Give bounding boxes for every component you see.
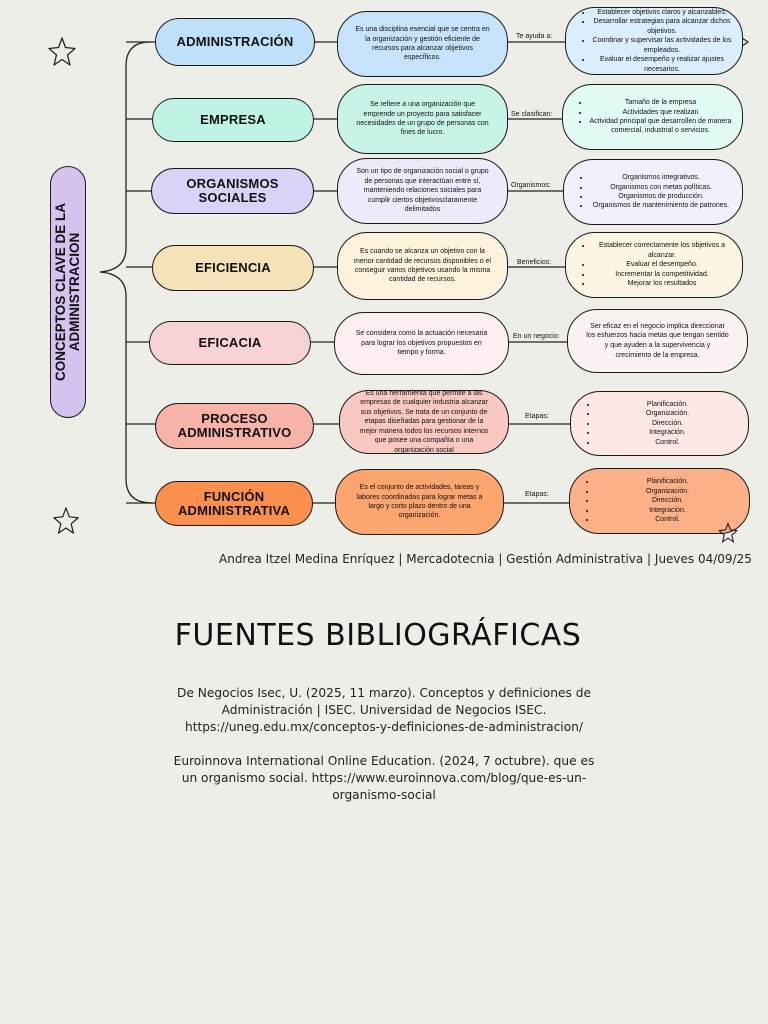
concept-title: ORGANISMOS SOCIALES	[151, 168, 314, 214]
list-item: • Planificación.	[597, 400, 738, 409]
detail-list	[565, 232, 743, 298]
list-item: • Organismos de mantenimiento de patrones.	[590, 201, 732, 210]
list-item: • Tamaño de la empresa	[589, 98, 732, 107]
connector-label: Te ayuda a:	[516, 33, 553, 40]
concept-title: PROCESO ADMINISTRATIVO	[155, 403, 314, 449]
list-item: • Organización.	[596, 487, 739, 496]
list-item: • Dirección.	[597, 419, 738, 428]
bullet-list	[568, 173, 732, 211]
detail-text: Ser eficaz en el negocio implica direccionar los esfuerzos hacia metas que tengan sentido y que ayuden a la supervivencia y crecimiento de la empresa.	[567, 309, 748, 373]
list-item: • Desarrollar estrategias para alcanzar dichos objetivos.	[592, 17, 732, 36]
detail-list	[563, 159, 743, 225]
concept-definition: Son un tipo de organización social o grupo de personas que interactúan entre sí, manteniendo relaciones sociales para cumplir ciertos objetivosclaramente delimitados	[337, 158, 508, 224]
concept-definition: Es cuando se alcanza un objetivo con la menor cantidad de recursos disponibles o el conseguir varios objetivos usando la misma cantidad de recursos.	[337, 232, 508, 300]
concept-definition: Es una disciplina esencial que se centra en la organización y gestión eficiente de recursos para alcanzar objetivos específicos.	[337, 11, 508, 77]
list-item: • Dirección.	[596, 496, 739, 505]
detail-list	[562, 84, 743, 150]
list-item: • Control.	[597, 438, 738, 447]
connector-label: Se clasifican:	[511, 111, 553, 118]
detail-list	[565, 7, 743, 75]
author-footer: Andrea Itzel Medina Enríquez | Mercadotecnia | Gestión Administrativa | Jueves 04/09/25	[219, 552, 752, 566]
list-item: • Integración.	[596, 506, 739, 515]
list-item: • Establecer correctamente los objetivos a alcanzar.	[592, 241, 732, 260]
connector-label: Etapas:	[525, 491, 549, 498]
star-icon-bottom-right	[716, 522, 740, 544]
list-item: • Evaluar el desempeño y realizar ajustes necesarios.	[592, 55, 732, 74]
star-icon-top-left	[47, 36, 77, 68]
list-item: • Organismos con metas políticas.	[590, 183, 732, 192]
concept-title: FUNCIÓN ADMINISTRATIVA	[155, 481, 313, 526]
list-item: • Actividad principal que desarrollen de manera comercial, industrial o servicios.	[589, 117, 732, 136]
connector-label: En un negocio:	[513, 333, 560, 340]
concept-title: EFICIENCIA	[152, 245, 314, 291]
bullet-list	[575, 400, 738, 447]
bullet-list	[567, 98, 732, 136]
reference-1: De Negocios Isec, U. (2025, 11 marzo). Conceptos y definiciones de Administración | ISEC. Universidad de Negocios ISEC. https://uneg.edu.mx/conceptos-y-definiciones-de-administracion/	[177, 686, 591, 734]
star-icon-bottom-left	[52, 506, 80, 536]
bracket-spine	[100, 42, 152, 503]
bullet-list	[570, 8, 732, 74]
bullet-list	[570, 241, 732, 288]
reference-2: Euroinnova International Online Education. (2024, 7 octubre). que es un organismo social. https://www.euroinnova.com/blog/que-es-un-organismo-social	[173, 754, 595, 802]
concept-title: EMPRESA	[152, 98, 314, 142]
concept-title: EFICACIA	[149, 321, 311, 365]
bullet-list	[574, 477, 739, 524]
concept-title: ADMINISTRACIÓN	[155, 18, 315, 66]
list-item: • Organización.	[597, 409, 738, 418]
list-item: • Organismos de producción.	[590, 192, 732, 201]
list-item: • Coordinar y supervisar las actividades de los empleados.	[592, 36, 732, 55]
list-item: • Evaluar el desempeño.	[592, 260, 732, 269]
main-title-box	[50, 166, 86, 418]
list-item: • Actividades que realizan	[589, 108, 732, 117]
concept-definition: Se considera como la actuación necesaria para lograr los objetivos propuestos en tiempo y forma.	[334, 312, 509, 375]
list-item: • Integración.	[597, 428, 738, 437]
list-item: • Control.	[596, 515, 739, 524]
list-item: • Organismos integrativos.	[590, 173, 732, 182]
connector-label: Etapas:	[525, 413, 549, 420]
concept-definition: Es una herramienta que permite a las empresas de cualquier industria alcanzar sus objetivos. Se trata de un conjunto de etapas diseñadas para gestionar de la mejor manera todos los recursos internos que posee una compañía o una organización social	[339, 390, 509, 454]
connector-label: Organismos:	[511, 182, 551, 189]
concept-definition: Es el conjunto de actividades, tareas y labores coordinadas para lograr metas a largo y corto plazo dentro de una organización.	[335, 469, 504, 535]
detail-list	[570, 391, 749, 456]
connector-label: Beneficios:	[517, 259, 552, 266]
list-item: • Establecer objetivos claros y alcanzables.	[592, 8, 732, 17]
list-item: • Mejorar los resultados	[592, 279, 732, 288]
bibliography-title: FUENTES BIBLIOGRÁFICAS	[174, 618, 582, 653]
concept-definition: Se refiere a una organización que emprende un proyecto para satisfacer necesidades de un grupo de personas con fines de lucro.	[337, 84, 508, 154]
list-item: • Incrementar la competitividad.	[592, 270, 732, 279]
main-title: CONCEPTOS CLAVE DE LA ADMINISTRACION	[53, 202, 82, 382]
list-item: • Planificación.	[596, 477, 739, 486]
